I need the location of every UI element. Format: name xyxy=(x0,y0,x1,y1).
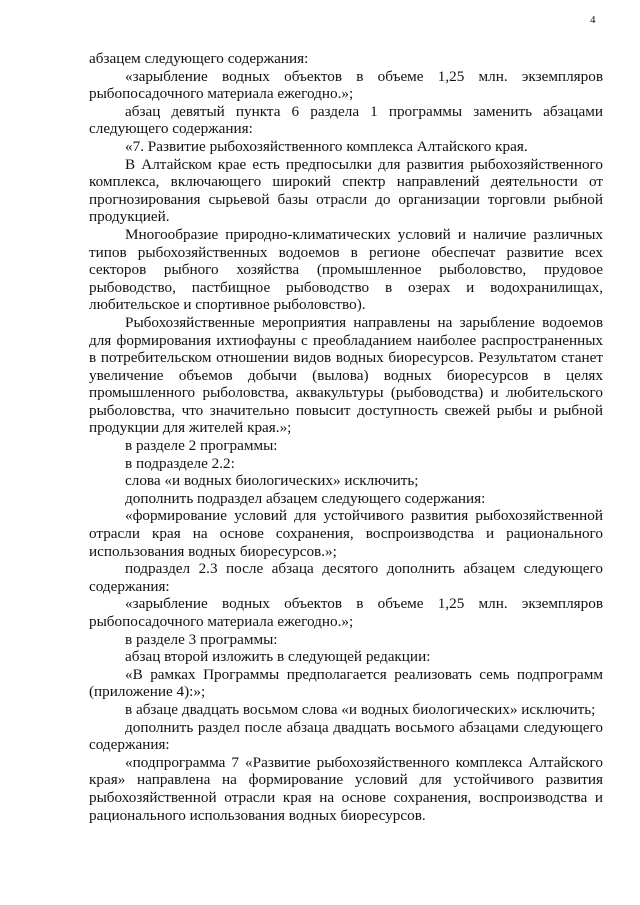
document-body xyxy=(89,50,603,824)
paragraph: в разделе 2 программы: xyxy=(125,437,278,455)
paragraph: «формирование условий для устойчивого развития рыбохозяйственной отрасли края на основе сохранения, воспроизводства и рационального использования водных биоресурсов.»; xyxy=(89,507,603,560)
paragraph: Многообразие природно-климатических условий и наличие различных типов рыбохозяйственных водоемов в регионе обеспечат развитие всех секторов рыбного хозяйства (промышленное рыболовство, прудовое рыбоводство, пастбищное рыбоводство в озерах и водохранилищах, любительское и спортивное рыболовство). xyxy=(89,225,603,314)
paragraph: абзац девятый пункта 6 раздела 1 программы заменить абзацами следующего содержания: xyxy=(89,102,603,138)
paragraph: абзацем следующего содержания: xyxy=(89,50,309,67)
paragraph: дополнить раздел после абзаца двадцать восьмого абзацами следующего содержания: xyxy=(89,718,603,754)
paragraph: абзац второй изложить в следующей редакции: xyxy=(125,648,431,666)
paragraph: «В рамках Программы предполагается реализовать семь подпрограмм (приложение 4):»; xyxy=(89,665,603,701)
paragraph: подраздел 2.3 после абзаца десятого дополнить абзацем следующего содержания: xyxy=(89,560,603,595)
paragraph: Рыбохозяйственные мероприятия направлены на зарыбление водоемов для формирования ихтиофауны с преобладанием наиболее распространенных в потребительском отношении видов водных биоресурсов. Результатом станет увеличение объемов добычи (вылова) водных биоресурсов в целях промышленного рыболовства, аквакультуры (рыбоводства) и любительского рыболовства, что значительно повысит доступность свежей рыбы и рыбной продукции для жителей края.»; xyxy=(89,313,603,437)
paragraph: В Алтайском крае есть предпосылки для развития рыбохозяйственного комплекса, включающего широкий спектр направлений деятельности от прогнозирования сырьевой базы отрасли до организации торговли рыбной продукцией. xyxy=(89,155,603,226)
paragraph: в абзаце двадцать восьмом слова «и водных биологических» исключить; xyxy=(125,700,596,718)
paragraph: в разделе 3 программы: xyxy=(125,630,278,648)
paragraph: в подразделе 2.2: xyxy=(125,454,235,472)
page-number: 4 xyxy=(590,14,596,26)
paragraph: «зарыбление водных объектов в объеме 1,25 млн. экземпляров рыбопосадочного материала ежегодно.»; xyxy=(89,67,603,103)
paragraph: «7. Развитие рыбохозяйственного комплекса Алтайского края. xyxy=(125,137,528,155)
paragraph: дополнить подраздел абзацем следующего содержания: xyxy=(125,489,486,507)
paragraph: слова «и водных биологических» исключить; xyxy=(125,472,419,490)
paragraph: «подпрограмма 7 «Развитие рыбохозяйственного комплекса Алтайского края» направлена на формирование условий для устойчивого развития рыбохозяйственной отрасли края на основе сохранения, воспроизводства и рационального использования водных биоресурсов. xyxy=(89,753,603,824)
paragraph: «зарыбление водных объектов в объеме 1,25 млн. экземпляров рыбопосадочного материала ежегодно.»; xyxy=(89,595,603,630)
